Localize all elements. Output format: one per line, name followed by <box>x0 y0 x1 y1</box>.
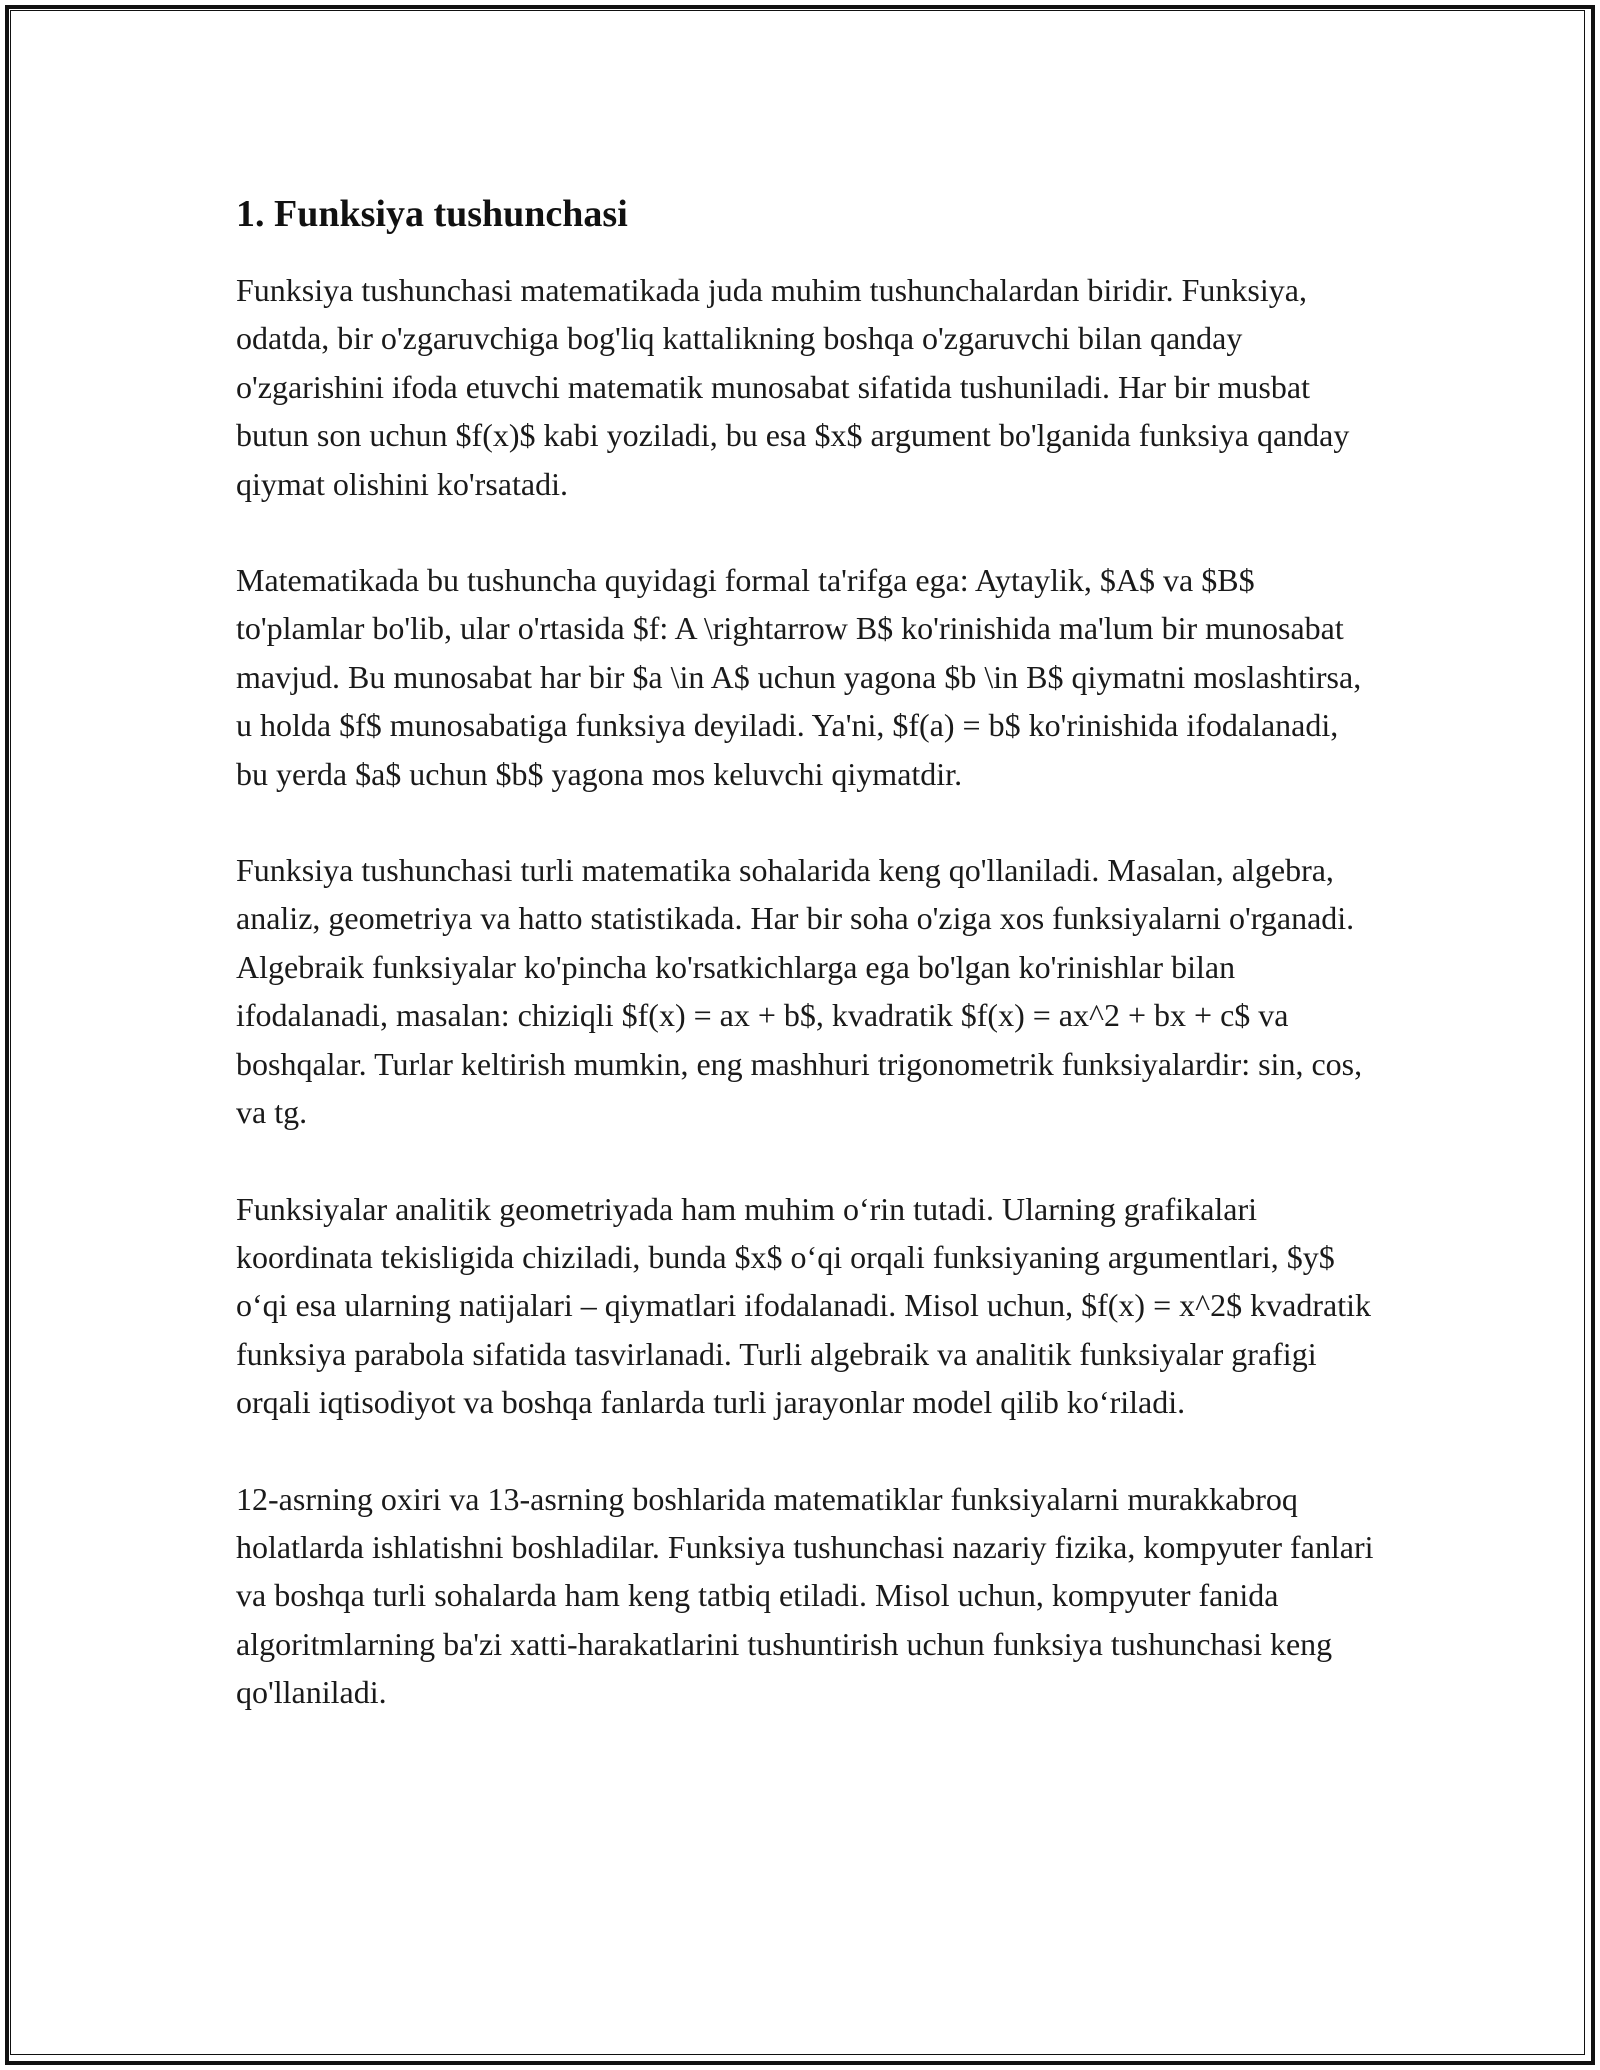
paragraph-applications: Funksiya tushunchasi turli matematika sohalarida keng qo'llaniladi. Masalan, algebra, analiz, geometriya va hatto statistikada. Har bir soha o'ziga xos funksiyalarni o'rganadi. Algebraik funksiyalar ko'pincha ko'rsatkichlarga ega bo'lgan ko'rinishlar bilan ifodalanadi, masalan: chiziqli $f(x) = ax + b$, kvadratik $f(x) = ax^2 + bx + c$ va boshqalar. Turlar keltirish mumkin, eng mashhuri trigonometrik funksiyalardir: sin, cos, va tg. <box>236 852 1363 1131</box>
document-body <box>236 186 1376 1717</box>
section-heading: 1. Funksiya tushunchasi <box>236 193 628 235</box>
paragraph-history: 12-asrning oxiri va 13-asrning boshlarida matematiklar funksiyalarni murakkabroq holatlarda ishlatishni boshladilar. Funksiya tushunchasi nazariy fizika, kompyuter fanlari va boshqa turli sohalarda ham keng tatbiq etiladi. Misol uchun, kompyuter fanida algoritmlarning ba'zi xatti-harakatlarini tushuntirish uchun funksiya tushunchasi keng qo'llaniladi. <box>236 1480 1374 1711</box>
paragraph-definition: Funksiya tushunchasi matematikada juda muhim tushunchalardan biridir. Funksiya, odatda, bir o'zgaruvchiga bog'liq kattalikning boshqa o'zgaruvchi bilan qanday o'zgarishini ifoda etuvchi matematik munosabat sifatida tushuniladi. Har bir musbat butun son uchun $f(x)$ kabi yoziladi, bu esa $x$ argument bo'lganida funksiya qanday qiymat olishini ko'rsatadi. <box>236 272 1350 502</box>
paragraph-analytic-geometry: Funksiyalar analitik geometriyada ham muhim o‘rin tutadi. Ularning grafikalari koordinata tekisligida chiziladi, bunda $x$ o‘qi orqali funksiyaning argumentlari, $y$ o‘qi esa ularning natijalari – qiymatlari ifodalanadi. Misol uchun, $f(x) = x^2$ kvadratik funksiya parabola sifatida tasvirlanadi. Turli algebraik va analitik funksiyalar grafigi orqali iqtisodiyot va boshqa fanlarda turli jarayonlar model qilib ko‘riladi. <box>236 1190 1371 1421</box>
paragraph-formal-definition: Matematikada bu tushuncha quyidagi formal ta'rifga ega: Aytaylik, $A$ va $B$ to'plamlar bo'lib, ular o'rtasida $f: A \rightarrow B$ ko'rinishida ma'lum bir munosabat mavjud. Bu munosabat har bir $a \in A$ uchun yagona $b \in B$ qiymatni moslashtirsa, u holda $f$ munosabatiga funksiya deyiladi. Ya'ni, $f(a) = b$ ko'rinishida ifodalanadi, bu yerda $a$ uchun $b$ yagona mos keluvchi qiymatdir. <box>236 562 1362 792</box>
